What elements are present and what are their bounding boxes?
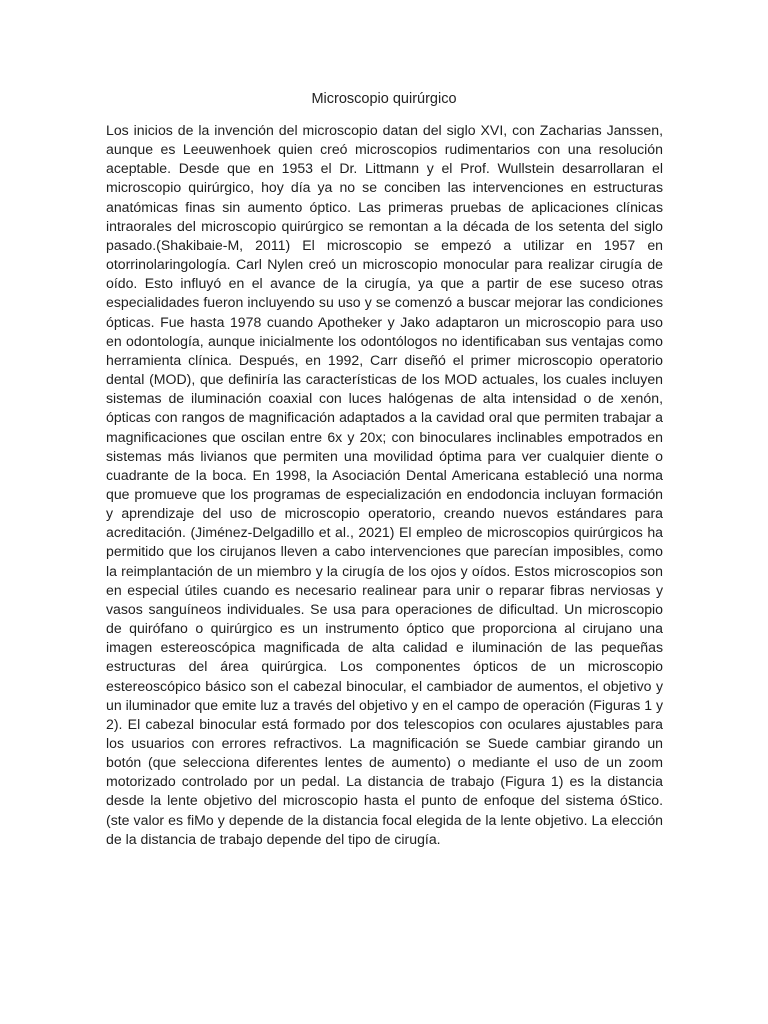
body-paragraph: Los inicios de la invención del microscopio datan del siglo XVI, con Zacharias Janssen, aunque es Leeuwenhoek quien creó microscopios rudimentarios con una resolución aceptable. Desde que en 1953 el Dr. Littmann y el Prof. Wullstein desarrollaran el microscopio quirúrgico, hoy día ya no se conciben las intervenciones en estructuras anatómicas finas sin aumento óptico. Las primeras pruebas de aplicaciones clínicas intraorales del microscopio quirúrgico se remontan a la década de los setenta del siglo pasado.(Shakibaie-M, 2011) El microscopio se empezó a utilizar en 1957 en otorrinolaringología. Carl Nylen creó un microscopio monocular para realizar cirugía de oído. Esto influyó en el avance de la cirugía, ya que a partir de ese suceso otras especialidades fueron incluyendo su uso y se comenzó a buscar mejorar las condiciones ópticas. Fue hasta 1978 cuando Apotheker y Jako adaptaron un microscopio para uso en odontología, aunque inicialmente los odontólogos no identificaban sus ventajas como herramienta clínica. Después, en 1992, Carr diseñó el primer microscopio operatorio dental (MOD), que definiría las características de los MOD actuales, los cuales incluyen sistemas de iluminación coaxial con luces halógenas de alta intensidad o de xenón, ópticas con rangos de magnificación adaptados a la cavidad oral que permiten trabajar a magnificaciones que oscilan entre 6x y 20x; con binoculares inclinables empotrados en sistemas más livianos que permiten una movilidad óptima para ver cualquier diente o cuadrante de la boca. En 1998, la Asociación Dental Americana estableció una norma que promueve que los programas de especialización en endodoncia incluyan formación y aprendizaje del uso de microscopio operatorio, creando nuevos estándares para acreditación. (Jiménez-Delgadillo et al., 2021) El empleo de microscopios quirúrgicos ha permitido que los cirujanos lleven a cabo intervenciones que parecían imposibles, como la reimplantación de un miembro y la cirugía de los ojos y oídos. Estos microscopios son en especial útiles cuando es necesario realinear para unir o reparar fibras nerviosas y vasos sanguíneos individuales. Se usa para operaciones de dificultad. Un microscopio de quirófano o quirúrgico es un instrumento óptico que proporciona al cirujano una imagen estereoscópica magnificada de alta calidad e iluminación de las pequeñas estructuras del área quirúrgica. Los componentes ópticos de un microscopio estereoscópico básico son el cabezal binocular, el cambiador de aumentos, el objetivo y un iluminador que emite luz a través del objetivo y en el campo de operación (Figuras 1 y 2). El cabezal binocular está formado por dos telescopios con oculares ajustables para los usuarios con errores refractivos. La magnificación se Suede cambiar girando un botón (que selecciona diferentes lentes de aumento) o mediante el uso de un zoom motorizado controlado por un pedal. La distancia de trabajo (Figura 1) es la distancia desde la lente objetivo del microscopio hasta el punto de enfoque del sistema óStico. (ste valor es fiMo y depende de la distancia focal elegida de la lente objetivo. La elección de la distancia de trabajo depende del tipo de cirugía. <box>106 122 664 847</box>
document-title: Microscopio quirúrgico <box>311 91 457 107</box>
